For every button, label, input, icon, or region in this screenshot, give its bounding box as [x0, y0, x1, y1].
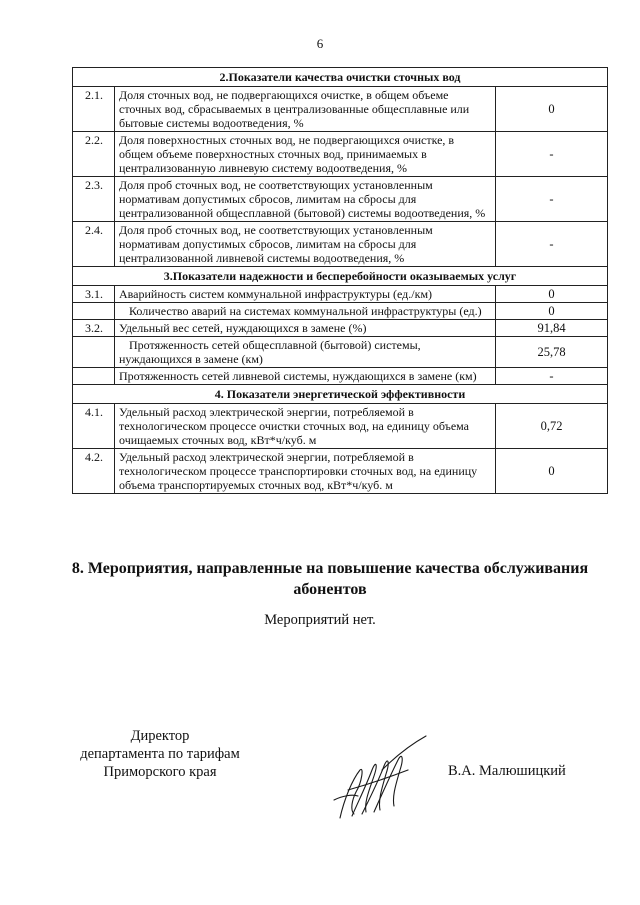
table-row	[73, 177, 608, 222]
section-header-row	[73, 385, 608, 404]
indicator-value: -	[496, 132, 608, 177]
table-row	[73, 222, 608, 267]
indicator-value: 91,84	[496, 320, 608, 337]
signatory-name: В.А. Малюшицкий	[448, 763, 566, 779]
row-number: 3.2.	[73, 320, 115, 337]
section-title: 2.Показатели качества очистки сточных вод	[73, 68, 608, 87]
indicator-value: 0,72	[496, 404, 608, 449]
indicator-description: Протяженность сетей ливневой системы, нуждающихся в замене (км)	[115, 368, 496, 385]
indicator-value: 0	[496, 449, 608, 494]
indicator-description: Доля проб сточных вод, не соответствующих установленным нормативам допустимых сбросов, лимитам на сбросы для централизованной общесплавной (бытовой) системы водоотведения, %	[115, 177, 496, 222]
indicator-value: -	[496, 177, 608, 222]
indicator-description: Удельный вес сетей, нуждающихся в замене (%)	[115, 320, 496, 337]
signatory-title-line: департамента по тарифам	[80, 746, 240, 762]
section-header-row	[73, 68, 608, 87]
indicator-value: 0	[496, 303, 608, 320]
indicator-description: Удельный расход электрической энергии, потребляемой в технологическом процессе очистки сточных вод, на единицу объема очищаемых сточных вод, кВт*ч/куб. м	[115, 404, 496, 449]
row-number	[73, 337, 115, 368]
indicator-value: -	[496, 222, 608, 267]
row-number: 2.4.	[73, 222, 115, 267]
handwritten-signature	[322, 730, 432, 825]
section-8-body: Мероприятий нет.	[264, 612, 376, 628]
row-number: 4.1.	[73, 404, 115, 449]
table-row	[73, 337, 608, 368]
row-number: 3.1.	[73, 286, 115, 303]
table-row	[73, 303, 608, 320]
row-number: 2.1.	[73, 87, 115, 132]
section-title: 4. Показатели энергетической эффективности	[73, 385, 608, 404]
indicator-description: Доля проб сточных вод, не соответствующих установленным нормативам допустимых сбросов, лимитам на сбросы для централизованной ливневой системы водоотведения, %	[115, 222, 496, 267]
row-number	[73, 368, 115, 385]
indicator-description: Аварийность систем коммунальной инфраструктуры (ед./км)	[115, 286, 496, 303]
indicators-table	[72, 67, 608, 494]
indicator-description: Удельный расход электрической энергии, потребляемой в технологическом процессе транспортировки сточных вод, на единицу объема транспортируемых сточных вод, кВт*ч/куб. м	[115, 449, 496, 494]
table-row	[73, 449, 608, 494]
indicator-value: 0	[496, 286, 608, 303]
indicator-value: -	[496, 368, 608, 385]
section-header-row	[73, 267, 608, 286]
row-number	[73, 303, 115, 320]
table-row	[73, 320, 608, 337]
signatory-title	[65, 727, 255, 781]
indicator-value: 0	[496, 87, 608, 132]
table-row	[73, 286, 608, 303]
indicator-description: Доля поверхностных сточных вод, не подвергающихся очистке, в общем объеме поверхностных сточных вод, принимаемых в централизованную ливневую систему водоотведения, %	[115, 132, 496, 177]
row-number: 2.2.	[73, 132, 115, 177]
indicator-description: Количество аварий на системах коммунальной инфраструктуры (ед.)	[115, 303, 496, 320]
indicator-description: Доля сточных вод, не подвергающихся очистке, в общем объеме сточных вод, сбрасываемых в централизованные общесплавные или бытовые системы водоотведения, %	[115, 87, 496, 132]
table-row	[73, 87, 608, 132]
indicator-value: 25,78	[496, 337, 608, 368]
table-row	[73, 368, 608, 385]
signatory-title-line: Приморского края	[103, 764, 217, 780]
section-8-heading: 8. Мероприятия, направленные на повышение качества обслуживания абонентов	[71, 560, 589, 598]
indicator-description: Протяженность сетей общесплавной (бытовой) системы, нуждающихся в замене (км)	[115, 337, 496, 368]
section-title: 3.Показатели надежности и бесперебойности оказываемых услуг	[73, 267, 608, 286]
table-row	[73, 404, 608, 449]
row-number: 2.3.	[73, 177, 115, 222]
signatory-title-line: Директор	[130, 728, 190, 744]
page-number: 6	[316, 36, 324, 51]
row-number: 4.2.	[73, 449, 115, 494]
table-row	[73, 132, 608, 177]
